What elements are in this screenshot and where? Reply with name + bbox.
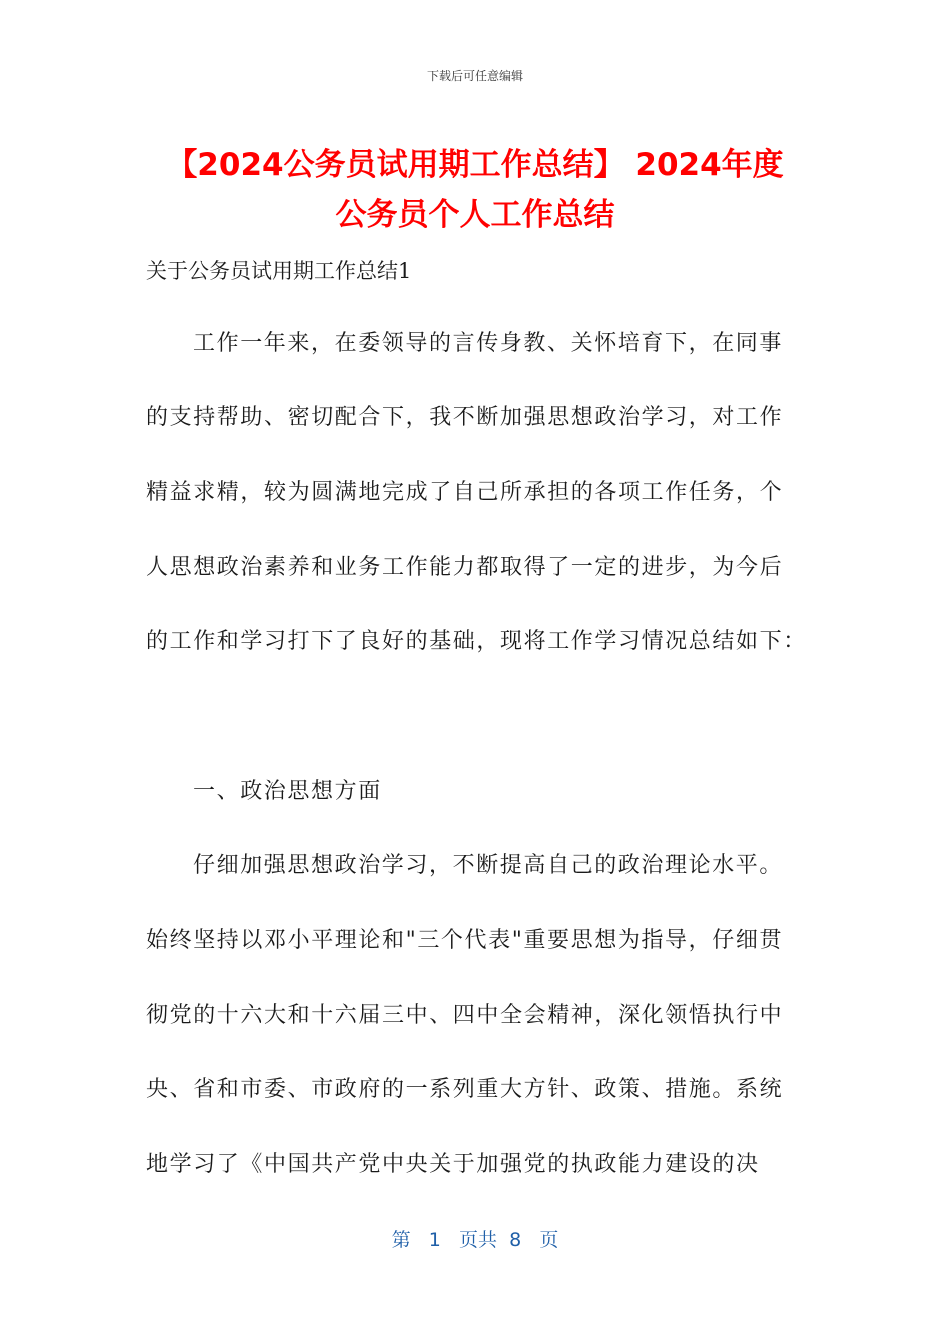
footer-page-number: 1 [428, 1229, 441, 1251]
document-title [80, 140, 870, 240]
paragraph-line: 仔细加强思想政治学习，不断提高自己的政治理论水平。 [193, 853, 784, 878]
section-heading: 一、政治思想方面 [193, 779, 382, 804]
paragraph-line: 地学习了《中国共产党中央关于加强党的执政能力建设的决 [146, 1152, 760, 1177]
title-line-2: 公务员个人工作总结 [335, 197, 615, 233]
paragraph-line: 人思想政治素养和业务工作能力都取得了一定的进步，为今后 [146, 555, 784, 580]
page-footer [0, 1225, 950, 1252]
footer-prefix: 第 [391, 1229, 411, 1251]
paragraph-line: 彻党的十六大和十六届三中、四中全会精神，深化领悟执行中 [146, 1003, 784, 1028]
paragraph-line: 央、省和市委、市政府的一系列重大方针、政策、措施。系统 [146, 1077, 784, 1102]
footer-suffix: 页 [539, 1229, 559, 1251]
document-subtitle: 关于公务员试用期工作总结1 [146, 259, 412, 283]
paragraph-line: 精益求精，较为圆满地完成了自己所承担的各项工作任务，个 [146, 480, 784, 505]
paragraph-line: 的工作和学习打下了良好的基础，现将工作学习情况总结如下： [146, 629, 807, 654]
paragraph-line: 的支持帮助、密切配合下，我不断加强思想政治学习，对工作 [146, 405, 784, 430]
paragraph-line: 工作一年来，在委领导的言传身教、关怀培育下，在同事 [193, 331, 784, 356]
footer-total-pages: 8 [509, 1229, 522, 1251]
paragraph-line: 始终坚持以邓小平理论和"三个代表"重要思想为指导，仔细贯 [146, 928, 784, 953]
footer-middle: 页共 [459, 1229, 498, 1251]
header-note: 下载后可任意编辑 [426, 69, 523, 83]
title-line-1: 【2024公务员试用期工作总结】 2024年度 [166, 147, 784, 183]
